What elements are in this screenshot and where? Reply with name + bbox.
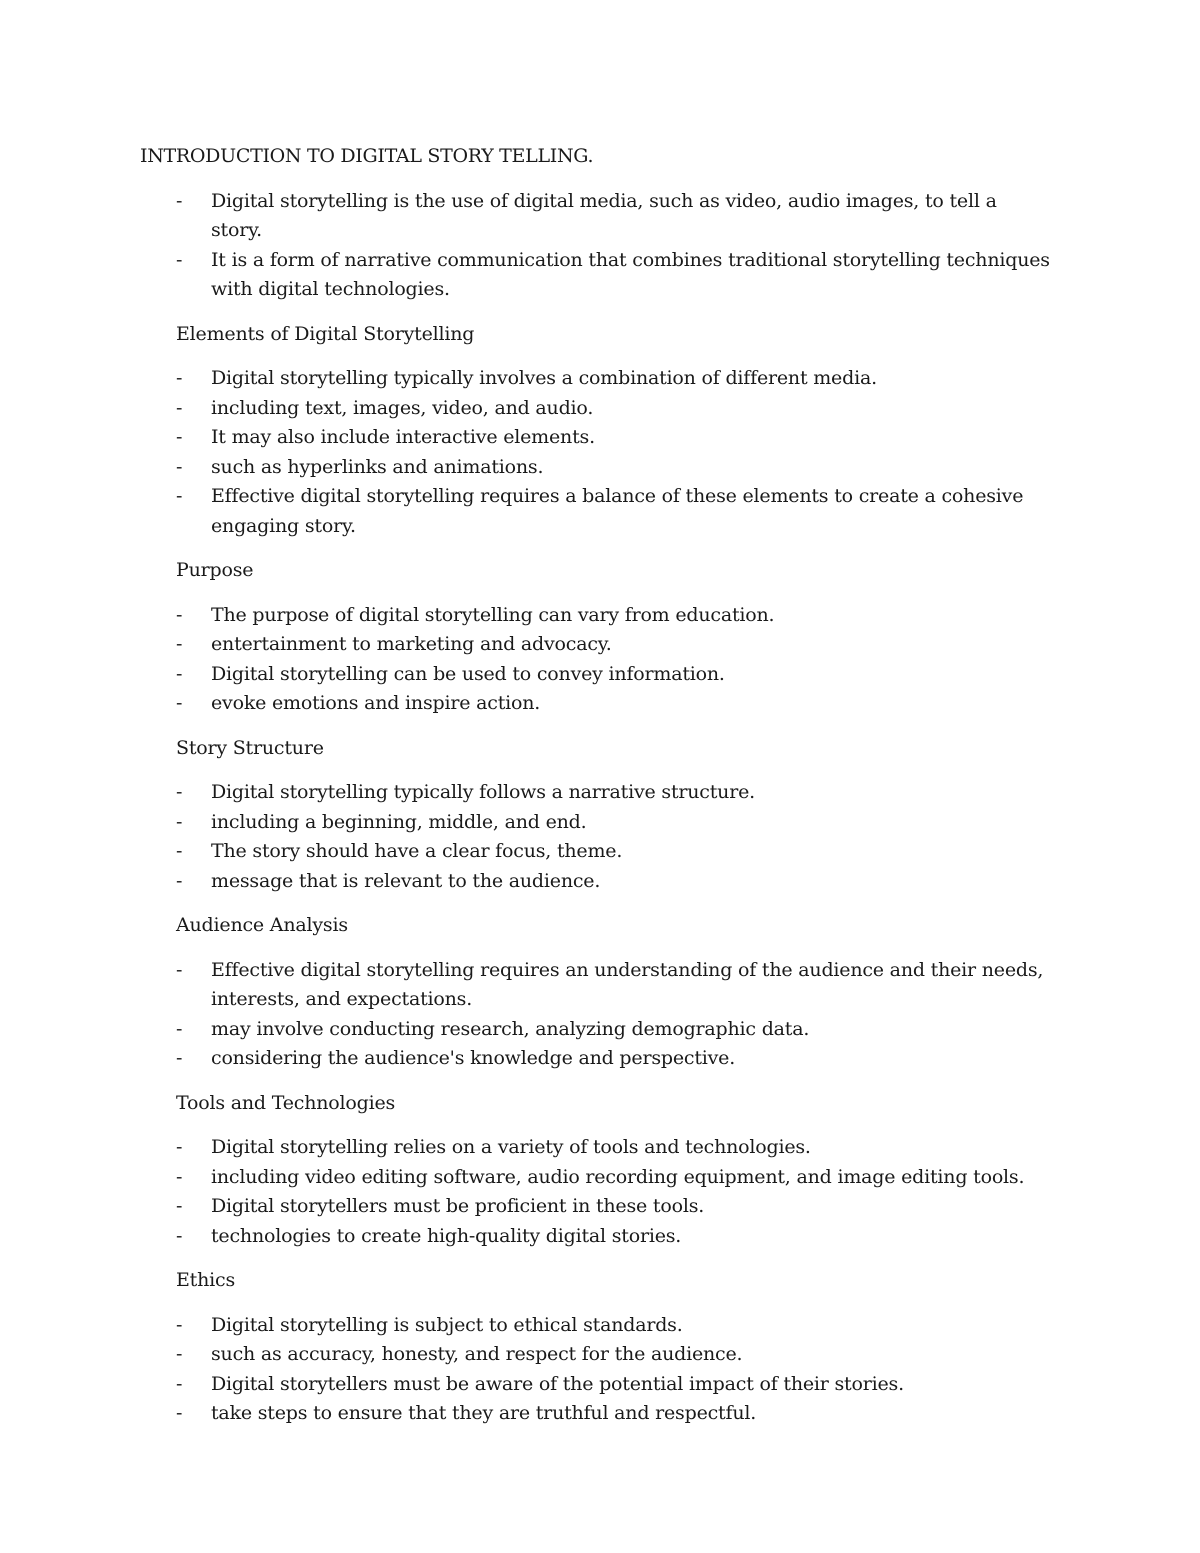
bullet-dash: - [176, 455, 183, 478]
list-item-text: Digital storytellers must be proficient in these tools. [211, 1195, 705, 1217]
list-item [140, 689, 1060, 719]
bullet-dash: - [176, 1017, 183, 1040]
list-item-text: such as hyperlinks and animations. [211, 455, 544, 478]
list-item-text: The story should have a clear focus, theme. [211, 840, 623, 862]
list-item [140, 364, 1060, 394]
list-item-text: Digital storytelling can be used to convey information. [211, 662, 725, 685]
list-item-text: Effective digital storytelling requires a balance of these elements to create a cohesive engaging story. [211, 485, 1024, 537]
list-item [140, 1370, 1060, 1400]
list-item [140, 660, 1060, 690]
bullet-dash: - [176, 248, 183, 271]
section-list [140, 364, 1060, 541]
list-item [140, 1192, 1060, 1222]
section-heading: Purpose [176, 559, 254, 581]
bullet-dash: - [176, 840, 183, 862]
bullet-dash: - [176, 367, 183, 389]
list-item [140, 837, 1060, 867]
document-content [140, 142, 1060, 1444]
bullet-dash: - [176, 781, 183, 803]
bullet-dash: - [176, 1136, 183, 1158]
list-item-text: including text, images, video, and audio. [211, 396, 594, 419]
bullet-dash: - [176, 958, 183, 981]
list-item-text: may involve conducting research, analyzing demographic data. [211, 1017, 810, 1040]
bullet-dash: - [176, 1165, 183, 1188]
list-item-text: Digital storytelling is the use of digital media, such as video, audio images, to tell a story. [211, 189, 997, 241]
list-item-text: Digital storytelling typically follows a narrative structure. [211, 781, 755, 803]
bullet-dash: - [176, 692, 183, 714]
list-item-text: technologies to create high-quality digital stories. [211, 1224, 682, 1247]
list-item [140, 1311, 1060, 1341]
section-list [140, 1133, 1060, 1251]
list-item [140, 808, 1060, 838]
list-item-text: considering the audience's knowledge and perspective. [211, 1047, 736, 1069]
list-item [140, 482, 1060, 541]
list-item [140, 187, 1060, 246]
section-heading: Tools and Technologies [176, 1091, 396, 1114]
bullet-dash: - [176, 426, 183, 448]
list-item-text: Digital storytelling typically involves a combination of different media. [211, 367, 877, 389]
list-item-text: evoke emotions and inspire action. [211, 692, 541, 714]
list-item [140, 1133, 1060, 1163]
list-item [140, 601, 1060, 631]
list-item [140, 394, 1060, 424]
list-item-text: take steps to ensure that they are truthful and respectful. [211, 1402, 757, 1424]
list-item [140, 1222, 1060, 1252]
list-item-text: including a beginning, middle, and end. [211, 810, 587, 833]
bullet-dash: - [176, 869, 183, 892]
bullet-dash: - [176, 1224, 183, 1247]
list-item-text: including video editing software, audio recording equipment, and image editing tools. [211, 1165, 1025, 1188]
bullet-dash: - [176, 1195, 183, 1217]
sections-container [140, 320, 1060, 1429]
list-item [140, 778, 1060, 808]
section-list [140, 956, 1060, 1074]
list-item-text: such as accuracy, honesty, and respect for the audience. [211, 1343, 743, 1365]
bullet-dash: - [176, 633, 183, 655]
list-item [140, 1044, 1060, 1074]
list-item [140, 453, 1060, 483]
bullet-dash: - [176, 1313, 183, 1336]
section-list [140, 778, 1060, 896]
list-item-text: It may also include interactive elements. [211, 426, 595, 448]
list-item-text: The purpose of digital storytelling can vary from education. [211, 603, 775, 626]
section-heading: Story Structure [176, 736, 324, 759]
section-list [140, 1311, 1060, 1429]
bullet-dash: - [176, 662, 183, 685]
bullet-dash: - [176, 396, 183, 419]
list-item-text: Effective digital storytelling requires an understanding of the audience and their needs, interests, and expectations. [211, 958, 1044, 1010]
list-item [140, 630, 1060, 660]
list-item [140, 1163, 1060, 1193]
list-item [140, 246, 1060, 305]
list-item [140, 1015, 1060, 1045]
bullet-dash: - [176, 1047, 183, 1069]
bullet-dash: - [176, 1343, 183, 1365]
section-heading: Elements of Digital Storytelling [176, 322, 475, 345]
list-item-text: message that is relevant to the audience. [211, 869, 601, 892]
bullet-dash: - [176, 1402, 183, 1424]
list-item-text: Digital storytelling relies on a variety of tools and technologies. [211, 1136, 811, 1158]
bullet-dash: - [176, 189, 183, 212]
list-item [140, 956, 1060, 1015]
list-item [140, 1340, 1060, 1370]
section-heading: Audience Analysis [176, 914, 348, 936]
intro-list [140, 187, 1060, 305]
list-item-text: It is a form of narrative communication that combines traditional storytelling techniques with digital technologies. [211, 248, 1050, 300]
document-title: INTRODUCTION TO DIGITAL STORY TELLING. [140, 145, 594, 167]
bullet-dash: - [176, 810, 183, 833]
list-item [140, 1399, 1060, 1429]
list-item [140, 867, 1060, 897]
section-heading: Ethics [176, 1269, 236, 1291]
bullet-dash: - [176, 603, 183, 626]
list-item-text: Digital storytelling is subject to ethical standards. [211, 1313, 683, 1336]
list-item-text: Digital storytellers must be aware of the potential impact of their stories. [211, 1372, 904, 1395]
bullet-dash: - [176, 1372, 183, 1395]
list-item-text: entertainment to marketing and advocacy. [211, 633, 612, 655]
section-list [140, 601, 1060, 719]
list-item [140, 423, 1060, 453]
bullet-dash: - [176, 485, 183, 507]
